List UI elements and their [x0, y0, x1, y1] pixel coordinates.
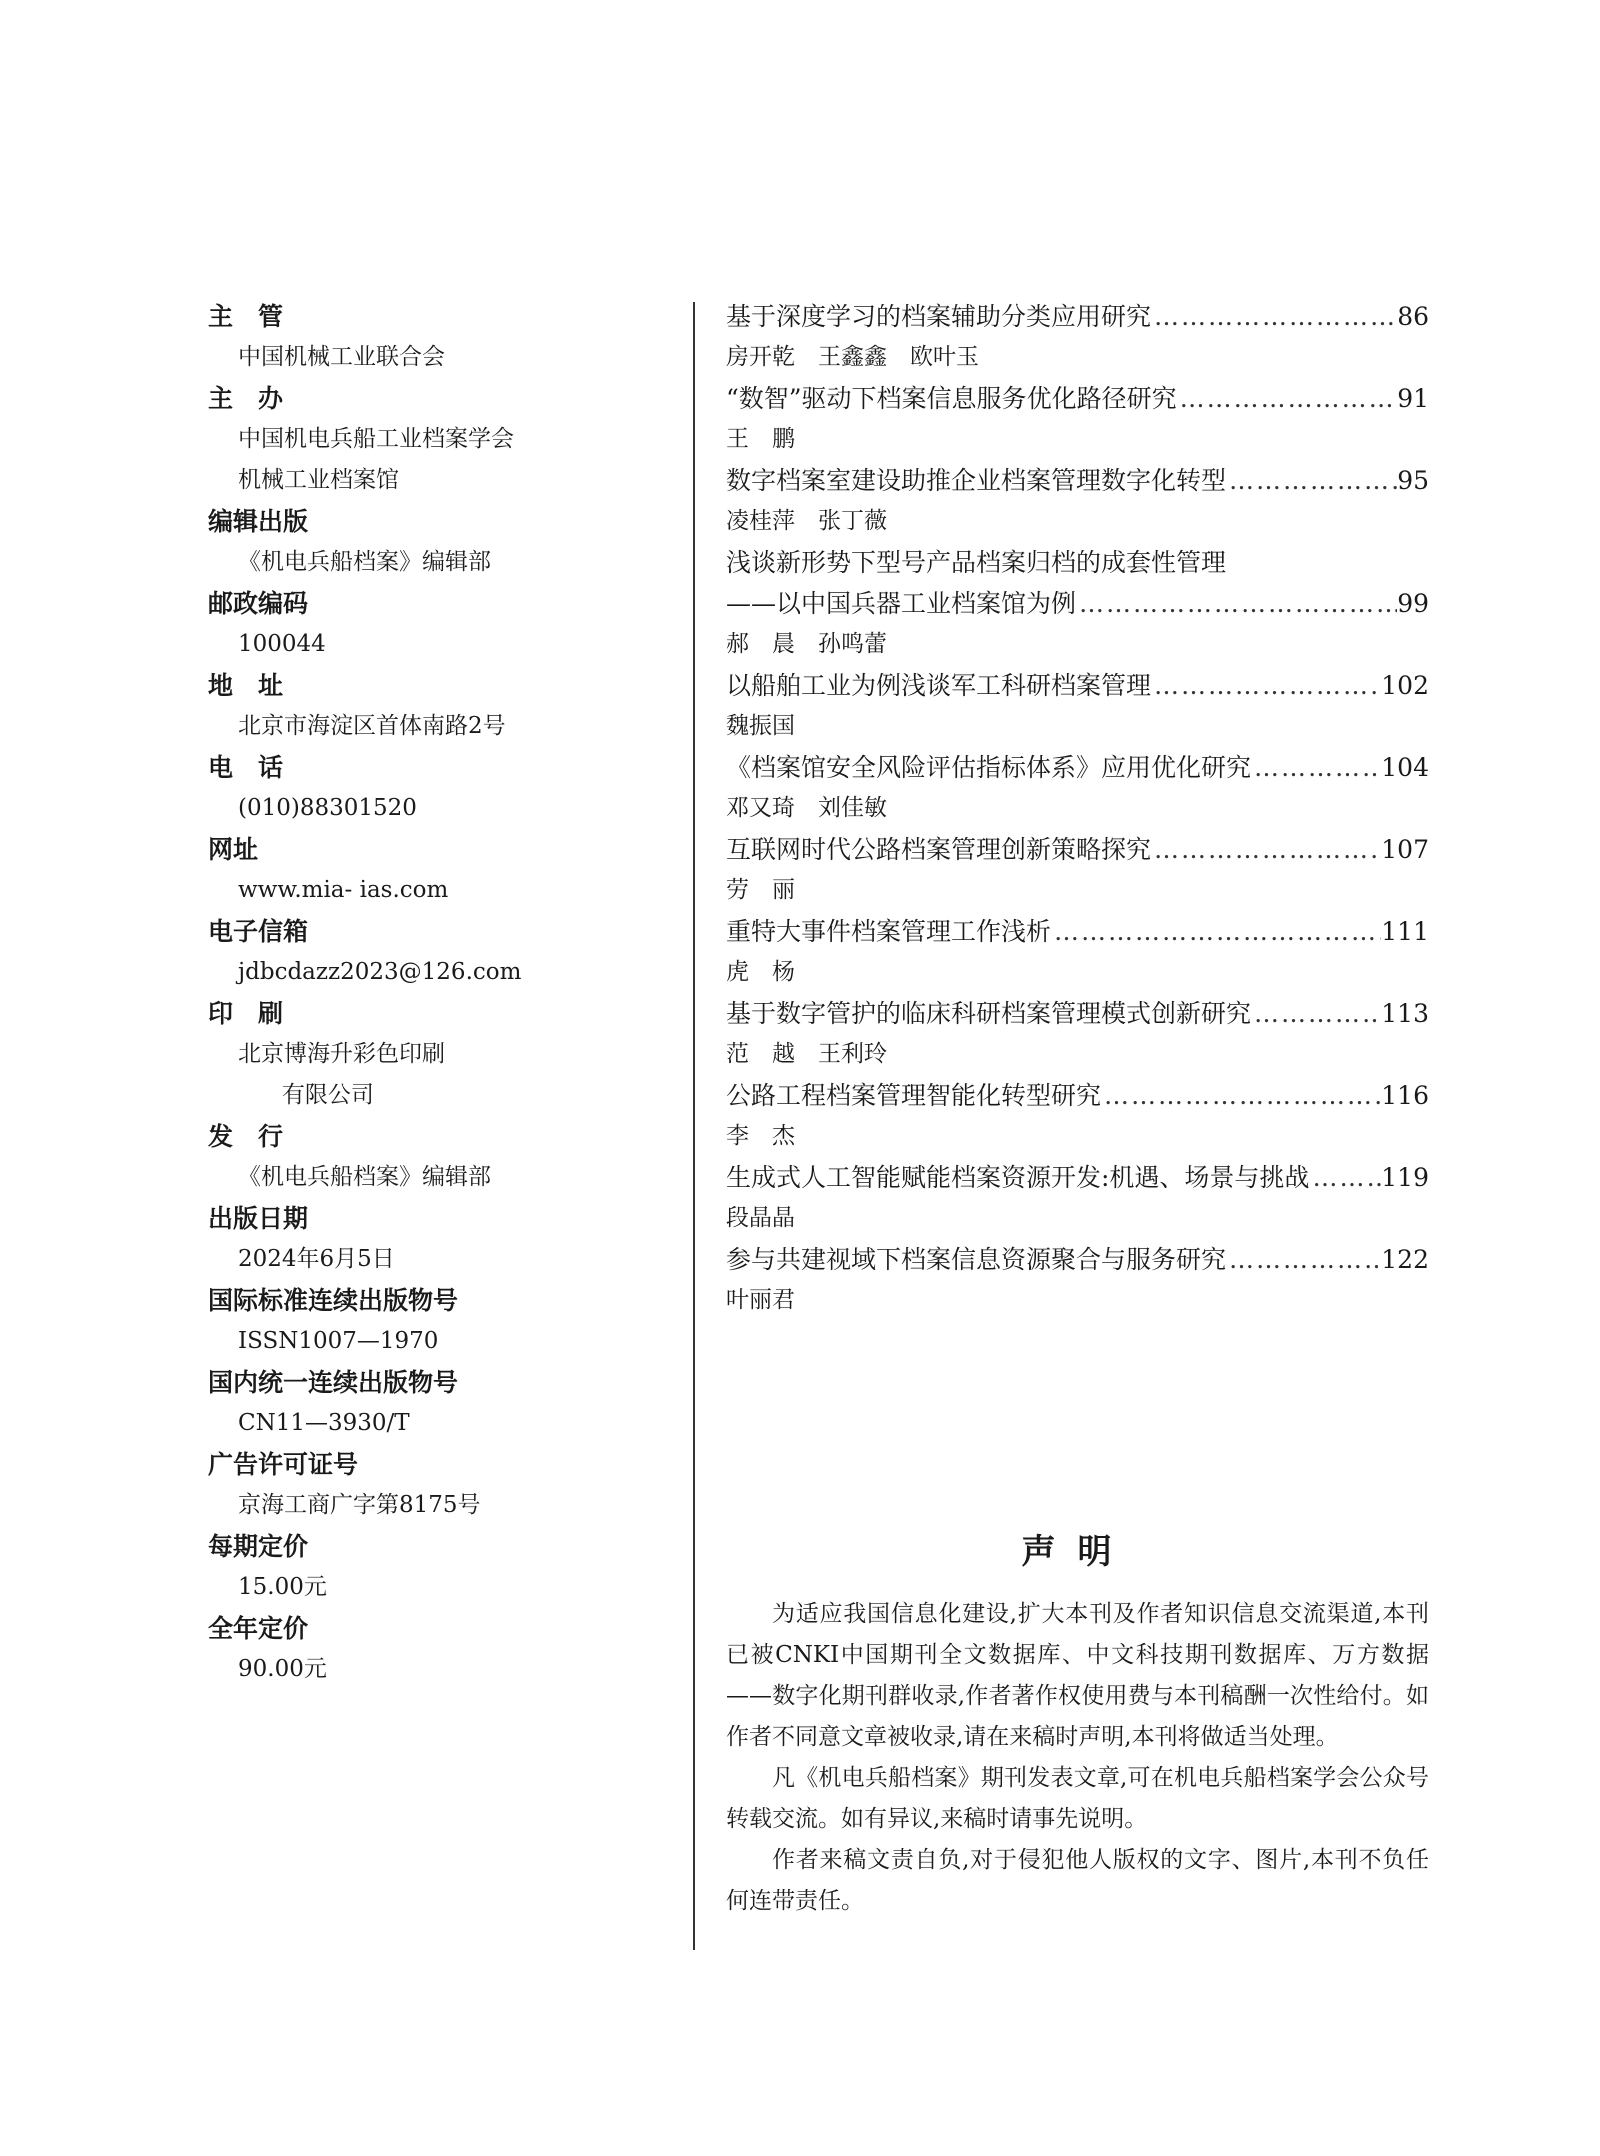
- toc-entry: [726, 747, 1429, 788]
- info-value: 90.00元: [238, 1656, 327, 1682]
- toc-leader-dots: [1051, 911, 1381, 952]
- toc-leader-dots: [1151, 829, 1381, 870]
- toc-entry: [726, 583, 1429, 624]
- toc-title: 基于深度学习的档案辅助分类应用研究: [726, 302, 1152, 331]
- toc-leader-dots: [1151, 296, 1397, 337]
- toc-authors: 段晶晶: [726, 1205, 795, 1231]
- info-value: (010)88301520: [238, 795, 417, 821]
- table-of-contents: [726, 296, 1429, 1321]
- toc-authors: 范 越 王利玲: [726, 1041, 887, 1067]
- info-label: 主 管: [208, 302, 284, 331]
- toc-authors: 叶丽君: [726, 1287, 795, 1313]
- toc-entry: [726, 911, 1429, 952]
- toc-page-number: 91: [1397, 384, 1429, 413]
- info-label: 每期定价: [208, 1532, 309, 1561]
- info-value: www.mia- ias.com: [238, 877, 449, 903]
- toc-page-number: 119: [1381, 1163, 1429, 1192]
- column-divider: [693, 302, 695, 1950]
- toc-page-number: 102: [1381, 671, 1429, 700]
- info-label: 广告许可证号: [208, 1450, 359, 1479]
- info-label: 邮政编码: [208, 589, 309, 618]
- info-label: 印 刷: [208, 999, 284, 1028]
- info-value: 15.00元: [238, 1574, 327, 1600]
- toc-title: “数智”驱动下档案信息服务优化路径研究: [726, 384, 1177, 413]
- toc-entry: [726, 1239, 1429, 1280]
- toc-authors: 魏振国: [726, 713, 795, 739]
- toc-title: 以船舶工业为例浅谈军工科研档案管理: [726, 671, 1152, 700]
- toc-title: 公路工程档案管理智能化转型研究: [726, 1081, 1102, 1110]
- info-label: 全年定价: [208, 1614, 309, 1643]
- info-value: 京海工商广字第8175号: [238, 1492, 481, 1518]
- info-value: 中国机电兵船工业档案学会: [238, 426, 514, 452]
- toc-authors: 王 鹏: [726, 426, 795, 452]
- info-label: 电 话: [208, 753, 284, 782]
- toc-leader-dots: [1151, 665, 1381, 706]
- info-label: 出版日期: [208, 1204, 309, 1233]
- toc-title: 浅谈新形势下型号产品档案归档的成套性管理: [726, 548, 1227, 577]
- toc-page-number: 122: [1381, 1245, 1429, 1274]
- toc-entry: [726, 296, 1429, 337]
- toc-entry: [726, 460, 1429, 501]
- info-label: 国内统一连续出版物号: [208, 1368, 459, 1397]
- toc-entry: [726, 665, 1429, 706]
- info-value: CN11—3930/T: [238, 1410, 410, 1436]
- info-value: 北京市海淀区首体南路2号: [238, 713, 506, 739]
- toc-title: ——以中国兵器工业档案馆为例: [726, 589, 1077, 618]
- toc-leader-dots: [1076, 583, 1397, 624]
- info-label: 电子信箱: [208, 917, 309, 946]
- toc-leader-dots: [1226, 460, 1397, 501]
- info-value: 《机电兵船档案》编辑部: [238, 1164, 491, 1190]
- info-value: 有限公司: [238, 1082, 374, 1108]
- toc-title: 基于数字管护的临床科研档案管理模式创新研究: [726, 999, 1252, 1028]
- toc-authors: 邓又琦 刘佳敏: [726, 795, 887, 821]
- toc-authors: 凌桂萍 张丁薇: [726, 508, 887, 534]
- toc-page-number: 111: [1381, 917, 1429, 946]
- toc-page-number: 99: [1397, 589, 1429, 618]
- toc-authors: 劳 丽: [726, 877, 795, 903]
- statement-paragraph: 凡《机电兵船档案》期刊发表文章,可在机电兵船档案学会公众号转载交流。如有异议,来稿时请事先说明。: [726, 1765, 1429, 1832]
- toc-leader-dots: [1309, 1157, 1381, 1198]
- toc-entry: [726, 542, 1429, 583]
- toc-leader-dots: [1251, 993, 1381, 1034]
- info-value: 中国机械工业联合会: [238, 344, 445, 370]
- info-value: 《机电兵船档案》编辑部: [238, 549, 491, 575]
- info-label: 发 行: [208, 1122, 284, 1151]
- info-label: 主 办: [208, 384, 284, 413]
- toc-authors: 郝 晨 孙鸣蕾: [726, 631, 887, 657]
- toc-page-number: 104: [1381, 753, 1429, 782]
- info-value: 100044: [238, 631, 326, 657]
- toc-page-number: 113: [1381, 999, 1429, 1028]
- info-value: 2024年6月5日: [238, 1246, 395, 1272]
- info-value: 北京博海升彩色印刷: [238, 1041, 445, 1067]
- toc-title: 数字档案室建设助推企业档案管理数字化转型: [726, 466, 1227, 495]
- publication-info: [208, 296, 668, 1690]
- toc-entry: [726, 993, 1429, 1034]
- statement-paragraph: 为适应我国信息化建设,扩大本刊及作者知识信息交流渠道,本刊已被CNKI中国期刊全文数据库、中文科技期刊数据库、万方数据——数字化期刊群收录,作者著作权使用费与本刊稿酬一次性给付。如作者不同意文章被收录,请在来稿时声明,本刊将做适当处理。: [726, 1601, 1429, 1750]
- statement-title: 声明: [1021, 1532, 1134, 1572]
- info-value: 机械工业档案馆: [238, 467, 399, 493]
- info-label: 编辑出版: [208, 507, 309, 536]
- statement-paragraph: 作者来稿文责自负,对于侵犯他人版权的文字、图片,本刊不负任何连带责任。: [726, 1847, 1429, 1914]
- toc-page-number: 116: [1381, 1081, 1429, 1110]
- toc-leader-dots: [1177, 378, 1398, 419]
- toc-entry: [726, 1075, 1429, 1116]
- toc-title: 重特大事件档案管理工作浅析: [726, 917, 1052, 946]
- toc-entry: [726, 378, 1429, 419]
- toc-leader-dots: [1226, 1239, 1381, 1280]
- statement-section: [726, 1522, 1429, 1922]
- info-value: ISSN1007—1970: [238, 1328, 439, 1354]
- toc-page-number: 107: [1381, 835, 1429, 864]
- toc-title: 参与共建视域下档案信息资源聚合与服务研究: [726, 1245, 1227, 1274]
- toc-entry: [726, 1157, 1429, 1198]
- toc-authors: 李 杰: [726, 1123, 795, 1149]
- toc-authors: 房开乾 王鑫鑫 欧叶玉: [726, 344, 979, 370]
- toc-authors: 虎 杨: [726, 959, 795, 985]
- toc-page-number: 95: [1397, 466, 1429, 495]
- info-value: jdbcdazz2023@126.com: [238, 959, 522, 985]
- toc-page-number: 86: [1397, 302, 1429, 331]
- toc-leader-dots: [1251, 747, 1381, 788]
- toc-title: 生成式人工智能赋能档案资源开发:机遇、场景与挑战: [726, 1163, 1310, 1192]
- info-label: 地 址: [208, 671, 284, 700]
- info-label: 网址: [208, 835, 259, 864]
- toc-entry: [726, 829, 1429, 870]
- toc-title: 《档案馆安全风险评估指标体系》应用优化研究: [726, 753, 1252, 782]
- toc-leader-dots: [1101, 1075, 1381, 1116]
- info-label: 国际标准连续出版物号: [208, 1286, 459, 1315]
- toc-title: 互联网时代公路档案管理创新策略探究: [726, 835, 1152, 864]
